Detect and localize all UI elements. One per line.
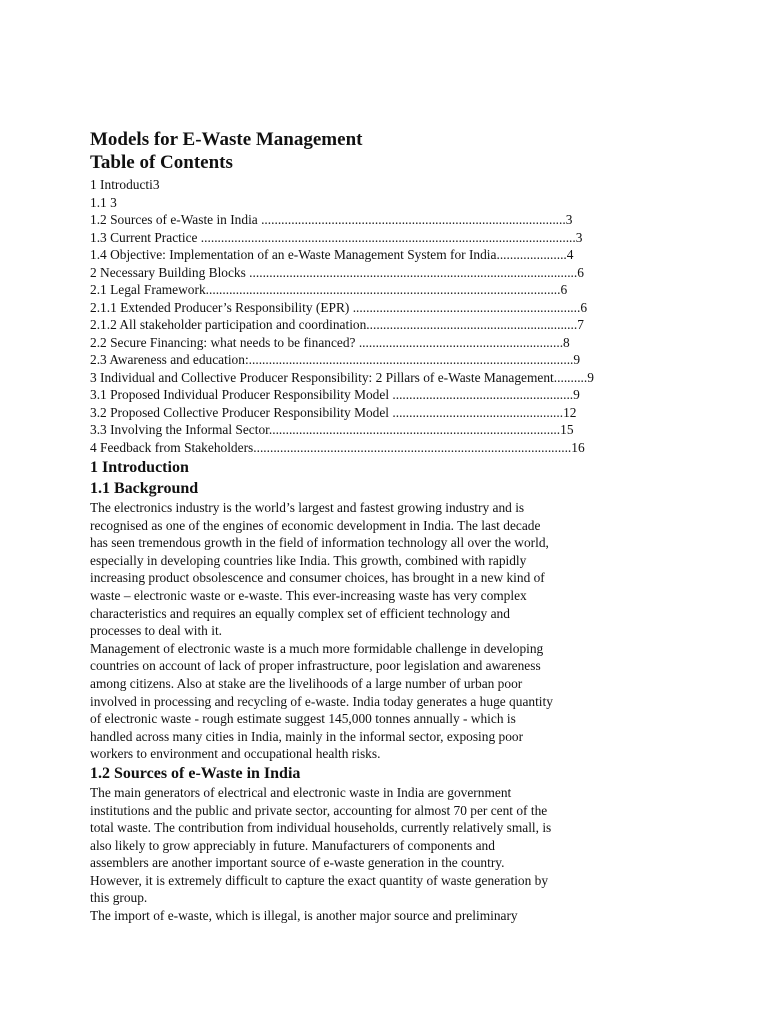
text-line: of electronic waste - rough estimate suggest 145,000 tonnes annually - which is (90, 711, 516, 727)
paragraph-sources-2 (90, 907, 620, 925)
text-line: The import of e-waste, which is illegal, is another major source and preliminary (90, 908, 518, 924)
toc-entry[interactable]: 4 Feedback from Stakeholders...............................................................................................16 (90, 439, 585, 455)
text-line: increasing product obsolescence and consumer choices, has brought in a new kind of (90, 570, 545, 586)
toc-entry[interactable]: 3.1 Proposed Individual Producer Responsibility Model ......................................................9 (90, 387, 580, 402)
toc-entry[interactable]: 3.3 Involving the Informal Sector.......................................................................................15 (90, 422, 574, 437)
text-line: recognised as one of the engines of economic development in India. The last decade (90, 517, 541, 533)
text-line: Management of electronic waste is a much more formidable challenge in developing (90, 640, 544, 656)
toc-entry[interactable]: 2.1.2 All stakeholder participation and coordination...............................................................7 (90, 317, 584, 332)
toc-entry[interactable]: 3.2 Proposed Collective Producer Responsibility Model ...................................................12 (90, 404, 577, 420)
toc-entry[interactable]: 2.3 Awareness and education:.................................................................................................9 (90, 352, 581, 367)
toc-entry[interactable]: 1.2 Sources of e-Waste in India ...........................................................................................3 (90, 212, 573, 227)
document-title: Models for E-Waste Management (90, 129, 363, 150)
toc-heading: Table of Contents (90, 152, 233, 173)
text-line: However, it is extremely difficult to capture the exact quantity of waste generation by (90, 872, 549, 888)
text-line: especially in developing countries like India. This growth, combined with rapidly (90, 552, 527, 568)
toc-entry[interactable]: 1.4 Objective: Implementation of an e-Waste Management System for India.....................4 (90, 247, 574, 262)
toc-entry[interactable]: 2.1.1 Extended Producer’s Responsibility (EPR) ....................................................................6 (90, 299, 588, 315)
text-line: waste – electronic waste or e-waste. This ever-increasing waste has very complex (90, 587, 527, 603)
text-line: institutions and the public and private sector, accounting for almost 70 per cent of the (90, 802, 548, 818)
section-heading-sources: 1.2 Sources of e-Waste in India (90, 764, 301, 782)
text-line: also likely to grow appreciably in future. Manufacturers of components and (90, 837, 495, 853)
toc-entry[interactable]: 3 Individual and Collective Producer Responsibility: 2 Pillars of e-Waste Management..........9 (90, 369, 594, 385)
text-line: has seen tremendous growth in the field of information technology all over the world, (90, 535, 549, 551)
table-of-contents (90, 176, 670, 456)
text-line: processes to deal with it. (90, 623, 223, 639)
text-line: handled across many cities in India, mainly in the informal sector, exposing poor (90, 728, 524, 744)
paragraph-background-2 (90, 640, 620, 763)
text-line: this group. (90, 890, 148, 906)
paragraph-background-1 (90, 499, 620, 640)
text-line: assemblers are another important source of e-waste generation in the country. (90, 855, 505, 871)
document-page (90, 128, 670, 925)
text-line: among citizens. Also at stake are the livelihoods of a large number of urban poor (90, 675, 523, 691)
toc-entry[interactable]: 2 Necessary Building Blocks ..................................................................................................6 (90, 264, 584, 280)
toc-entry[interactable]: 1.3 Current Practice ................................................................................................................3 (90, 229, 583, 245)
toc-entry[interactable]: 2.1 Legal Framework..........................................................................................................6 (90, 282, 568, 297)
text-line: The electronics industry is the world’s largest and fastest growing industry and is (90, 500, 525, 515)
text-line: involved in processing and recycling of e-waste. India today generates a huge quantity (90, 693, 553, 709)
section-heading-background: 1.1 Background (90, 480, 199, 497)
toc-entry[interactable]: 1.1 3 (90, 194, 117, 210)
toc-entry[interactable]: 2.2 Secure Financing: what needs to be financed? .............................................................8 (90, 334, 570, 350)
text-line: workers to environment and occupational health risks. (90, 746, 381, 762)
toc-entry[interactable]: 1 Introducti3 (90, 177, 160, 192)
section-heading-introduction: 1 Introduction (90, 459, 189, 476)
text-line: The main generators of electrical and electronic waste in India are government (90, 784, 512, 800)
text-line: total waste. The contribution from individual households, currently relatively small, is (90, 820, 552, 836)
paragraph-sources-1 (90, 784, 620, 907)
text-line: countries on account of lack of proper infrastructure, poor legislation and awareness (90, 658, 541, 674)
text-line: characteristics and requires an equally complex set of efficient technology and (90, 605, 510, 621)
